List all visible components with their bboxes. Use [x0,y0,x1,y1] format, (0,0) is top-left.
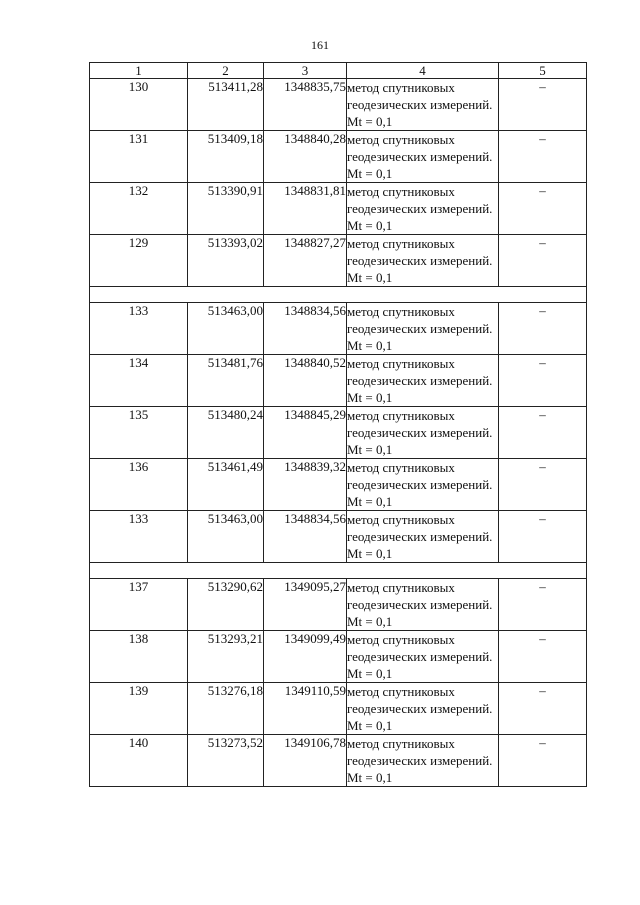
table-row [90,683,587,735]
x-coordinate-cell: 513393,02 [188,235,264,287]
method-cell: метод спутниковых геодезических измерений. Mt = 0,1 [347,79,499,131]
y-coordinate-cell: 1348835,75 [264,79,347,131]
header-col-1: 1 [90,63,188,79]
column-5-cell: – [499,303,587,355]
method-cell: метод спутниковых геодезических измерений. Mt = 0,1 [347,511,499,563]
table-row [90,79,587,131]
coordinates-table [89,62,587,787]
group-separator-cell [90,287,587,303]
table-header [90,63,587,79]
x-coordinate-cell: 513290,62 [188,579,264,631]
table-row [90,631,587,683]
point-number-cell: 129 [90,235,188,287]
column-5-cell: – [499,631,587,683]
point-number-cell: 130 [90,79,188,131]
method-cell: метод спутниковых геодезических измерений. Mt = 0,1 [347,459,499,511]
table-row [90,511,587,563]
method-cell: метод спутниковых геодезических измерений. Mt = 0,1 [347,683,499,735]
y-coordinate-cell: 1349095,27 [264,579,347,631]
column-5-cell: – [499,131,587,183]
y-coordinate-cell: 1348834,56 [264,303,347,355]
header-col-5: 5 [499,63,587,79]
y-coordinate-cell: 1348831,81 [264,183,347,235]
header-col-4: 4 [347,63,499,79]
point-number-cell: 137 [90,579,188,631]
y-coordinate-cell: 1348840,28 [264,131,347,183]
y-coordinate-cell: 1349099,49 [264,631,347,683]
column-5-cell: – [499,183,587,235]
point-number-cell: 136 [90,459,188,511]
column-5-cell: – [499,683,587,735]
method-cell: метод спутниковых геодезических измерений. Mt = 0,1 [347,131,499,183]
method-cell: метод спутниковых геодезических измерений. Mt = 0,1 [347,407,499,459]
table-row [90,303,587,355]
table-row [90,579,587,631]
x-coordinate-cell: 513481,76 [188,355,264,407]
method-cell: метод спутниковых геодезических измерений. Mt = 0,1 [347,579,499,631]
x-coordinate-cell: 513480,24 [188,407,264,459]
x-coordinate-cell: 513293,21 [188,631,264,683]
method-cell: метод спутниковых геодезических измерений. Mt = 0,1 [347,183,499,235]
point-number-cell: 134 [90,355,188,407]
group-separator-cell [90,563,587,579]
x-coordinate-cell: 513463,00 [188,303,264,355]
y-coordinate-cell: 1348827,27 [264,235,347,287]
page-number: 161 [311,38,329,52]
point-number-cell: 135 [90,407,188,459]
table-row [90,407,587,459]
column-5-cell: – [499,735,587,787]
header-col-3: 3 [264,63,347,79]
group-separator-row [90,287,587,303]
point-number-cell: 139 [90,683,188,735]
column-5-cell: – [499,235,587,287]
point-number-cell: 138 [90,631,188,683]
y-coordinate-cell: 1348839,32 [264,459,347,511]
header-row [90,63,587,79]
column-5-cell: – [499,579,587,631]
y-coordinate-cell: 1349110,59 [264,683,347,735]
column-5-cell: – [499,407,587,459]
table-body [90,79,587,787]
x-coordinate-cell: 513411,28 [188,79,264,131]
method-cell: метод спутниковых геодезических измерений. Mt = 0,1 [347,303,499,355]
column-5-cell: – [499,79,587,131]
y-coordinate-cell: 1348840,52 [264,355,347,407]
table-row [90,735,587,787]
table-row [90,235,587,287]
x-coordinate-cell: 513461,49 [188,459,264,511]
point-number-cell: 133 [90,303,188,355]
column-5-cell: – [499,459,587,511]
y-coordinate-cell: 1348845,29 [264,407,347,459]
header-col-2: 2 [188,63,264,79]
point-number-cell: 140 [90,735,188,787]
point-number-cell: 132 [90,183,188,235]
x-coordinate-cell: 513409,18 [188,131,264,183]
y-coordinate-cell: 1349106,78 [264,735,347,787]
method-cell: метод спутниковых геодезических измерений. Mt = 0,1 [347,631,499,683]
group-separator-row [90,563,587,579]
x-coordinate-cell: 513273,52 [188,735,264,787]
method-cell: метод спутниковых геодезических измерений. Mt = 0,1 [347,355,499,407]
table-row [90,183,587,235]
point-number-cell: 131 [90,131,188,183]
y-coordinate-cell: 1348834,56 [264,511,347,563]
table-row [90,131,587,183]
method-cell: метод спутниковых геодезических измерений. Mt = 0,1 [347,735,499,787]
x-coordinate-cell: 513390,91 [188,183,264,235]
x-coordinate-cell: 513276,18 [188,683,264,735]
column-5-cell: – [499,511,587,563]
x-coordinate-cell: 513463,00 [188,511,264,563]
point-number-cell: 133 [90,511,188,563]
method-cell: метод спутниковых геодезических измерений. Mt = 0,1 [347,235,499,287]
table-row [90,459,587,511]
column-5-cell: – [499,355,587,407]
table-row [90,355,587,407]
